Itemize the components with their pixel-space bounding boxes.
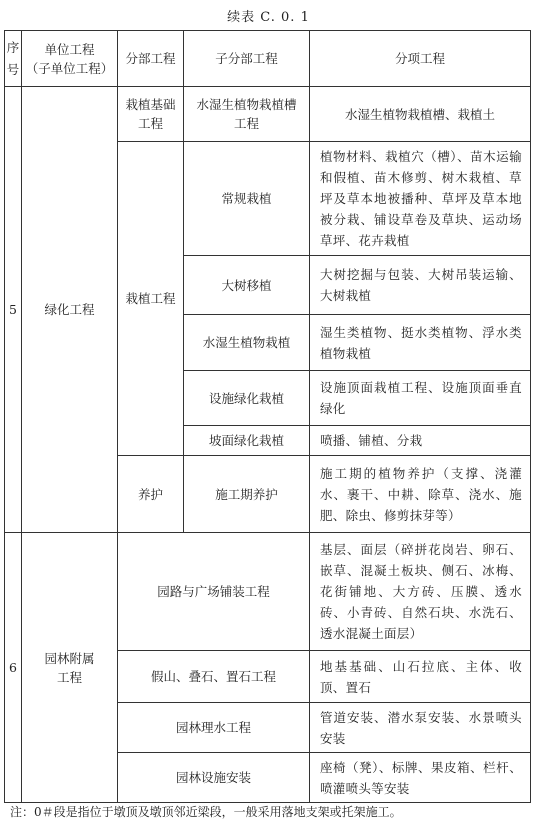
subdivision-aquatic-trough: 水湿生植物栽植槽工程 <box>184 87 310 142</box>
item-paving: 基层、面层（碎拼花岗岩、卵石、嵌草、混凝土板块、侧石、冰梅、花街铺地、大方砖、压膜、透水砖、小青砖、自然石块、水洗石、透水混凝土面层） <box>310 533 531 651</box>
table-row <box>5 533 531 651</box>
item-facility-planting: 设施顶面栽植工程、设施顶面垂直绿化 <box>310 371 531 426</box>
header-unit-line2: （子单位工程） <box>25 60 114 76</box>
subdivision-maintenance: 施工期养护 <box>184 456 310 533</box>
footnote: 注：0＃段是指位于墩顶及墩顶邻近梁段，一般采用落地支架或托架施工。 <box>10 805 402 819</box>
header-division: 分部工程 <box>118 31 184 87</box>
subdivision-facility-planting: 设施绿化栽植 <box>184 371 310 426</box>
division-maintenance: 养护 <box>118 456 184 533</box>
unit-landscaping: 绿化工程 <box>22 87 118 533</box>
header-unit-line1: 单位工程 <box>44 41 95 57</box>
header-item: 分项工程 <box>310 31 531 87</box>
table-row <box>5 87 531 142</box>
item-maintenance: 施工期的植物养护（支撑、浇灌水、裹干、中耕、除草、浇水、施肥、除虫、修剪抹芽等） <box>310 456 531 533</box>
division-facility-install: 园林设施安装 <box>118 753 310 803</box>
seq-6: 6 <box>5 533 22 803</box>
unit-garden-ancillary: 园林附属工程 <box>22 533 118 803</box>
division-planting-base: 栽植基础工程 <box>118 87 184 142</box>
subdivision-aquatic-planting: 水湿生植物栽植 <box>184 315 310 371</box>
division-planting: 栽植工程 <box>118 142 184 456</box>
header-subdivision: 子分部工程 <box>184 31 310 87</box>
header-seq-line1: 序 <box>6 39 20 55</box>
table-header-row <box>5 31 531 87</box>
item-slope-planting: 喷播、铺植、分栽 <box>310 426 531 456</box>
division-water: 园林理水工程 <box>118 703 310 753</box>
header-seq-line2: 号 <box>6 61 20 77</box>
item-aquatic-planting: 湿生类植物、挺水类植物、浮水类植物栽植 <box>310 315 531 371</box>
division-rockery: 假山、叠石、置石工程 <box>118 651 310 703</box>
item-water: 管道安装、潜水泵安装、水景喷头安装 <box>310 703 531 753</box>
item-facility-install: 座椅（凳）、标牌、果皮箱、栏杆、喷灌喷头等安装 <box>310 753 531 803</box>
division-table <box>4 30 531 803</box>
item-aquatic-trough: 水湿生植物栽植槽、栽植土 <box>310 87 531 142</box>
division-paving: 园路与广场铺装工程 <box>118 533 310 651</box>
subdivision-regular-planting: 常规栽植 <box>184 142 310 256</box>
seq-5: 5 <box>5 87 22 533</box>
item-rockery: 地基基础、山石拉底、主体、收顶、置石 <box>310 651 531 703</box>
subdivision-slope-planting: 坡面绿化栽植 <box>184 426 310 456</box>
item-regular-planting: 植物材料、栽植穴（槽）、苗木运输和假植、苗木修剪、树木栽植、草坪及草本地被播种、草坪及草本地被分栽、铺设草卷及草块、运动场草坪、花卉栽植 <box>310 142 531 256</box>
subdivision-big-tree: 大树移植 <box>184 256 310 315</box>
table-title: 续表 C. 0. 1 <box>227 10 310 25</box>
header-unit <box>22 31 118 87</box>
header-seq <box>5 31 22 87</box>
item-big-tree: 大树挖掘与包装、大树吊装运输、大树栽植 <box>310 256 531 315</box>
